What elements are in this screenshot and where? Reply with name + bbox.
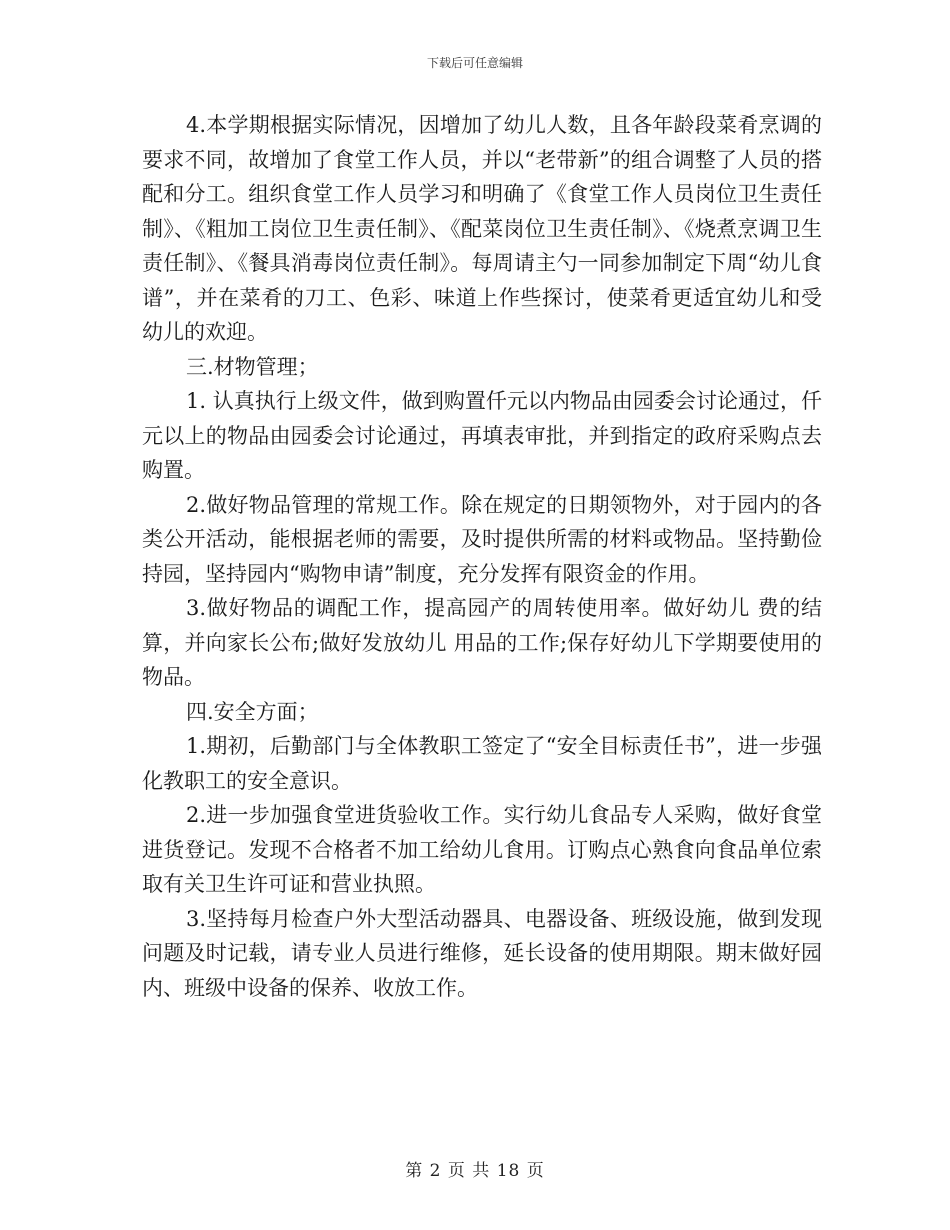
page-number-footer: 第 2 页 共 18 页 [405,1161,545,1181]
document-body [142,108,822,1005]
section-heading-materials: 三.材物管理； [186,354,319,379]
paragraph-safety-1: 1.期初，后勤部门与全体教职工签定了“安全目标责任书”，进一步强化教职工的安全意识。 [142,734,822,793]
paragraph-materials-2: 2.做好物品管理的常规工作。除在规定的日期领物外，对于园内的各类公开活动，能根据老师的需要，及时提供所需的材料或物品。坚持勤俭持园，坚持园内“购物申请”制度，充分发挥有限资金的作用。 [142,492,822,586]
paragraph-safety-3: 3.坚持每月检查户外大型活动器具、电器设备、班级设施，做到发现问题及时记载，请专业人员进行维修，延长设备的使用期限。期末做好园内、班级中设备的保养、收放工作。 [142,906,822,1000]
paragraph-materials-1: 1. 认真执行上级文件，做到购置仟元以内物品由园委会讨论通过，仟元以上的物品由园委会讨论通过，再填表审批，并到指定的政府采购点去购置。 [142,389,822,482]
paragraph-materials-3: 3.做好物品的调配工作，提高园产的周转使用率。做好幼儿 费的结算，并向家长公布;做好发放幼儿 用品的工作;保存好幼儿下学期要使用的物品。 [142,596,822,689]
page-header-note: 下载后可任意编辑 [426,56,523,70]
section-heading-safety: 四.安全方面； [186,699,319,724]
paragraph-safety-2: 2.进一步加强食堂进货验收工作。实行幼儿食品专人采购，做好食堂进货登记。发现不合格者不加工给幼儿食用。订购点心熟食向食品单位索取有关卫生许可证和营业执照。 [142,803,822,896]
paragraph-canteen-staff: 4.本学期根据实际情况，因增加了幼儿人数，且各年龄段菜肴烹调的要求不同，故增加了食堂工作人员，并以“老带新”的组合调整了人员的搭配和分工。组织食堂工作人员学习和明确了《食堂工作人员岗位卫生责任制》、《粗加工岗位卫生责任制》、《配菜岗位卫生责任制》、《烧煮烹调卫生责任制》、《餐具消毒岗位责任制》。每周请主勺一同参加制定下周“幼儿食谱”，并在菜肴的刀工、色彩、味道上作些探讨，使菜肴更适宜幼儿和受幼儿的欢迎。 [142,113,822,344]
